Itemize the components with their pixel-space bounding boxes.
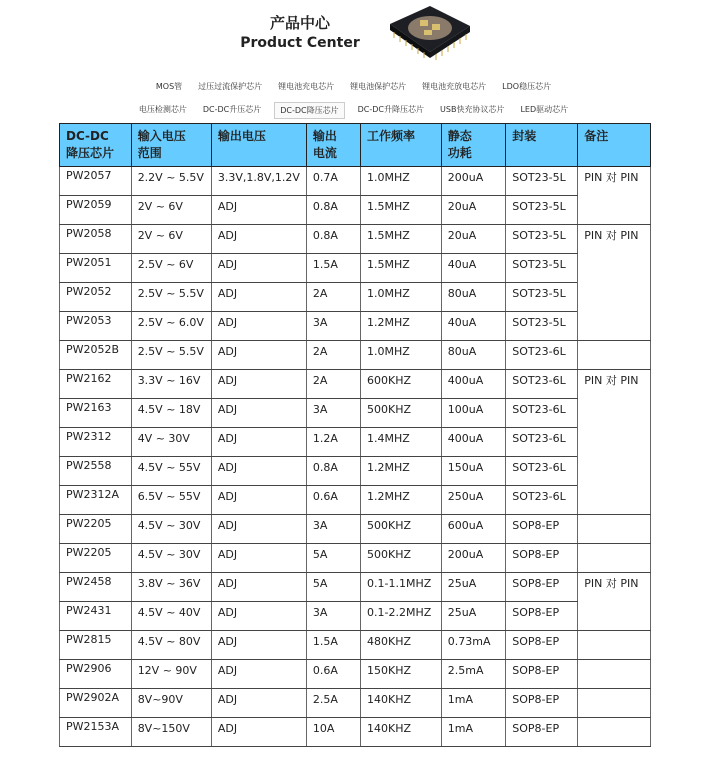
table-row <box>60 312 651 341</box>
table-cell: 8V~150V <box>131 718 211 747</box>
table-cell: ADJ <box>211 631 306 660</box>
table-cell: 0.1-2.2MHZ <box>361 602 442 631</box>
chip-image <box>382 2 474 64</box>
table-row <box>60 689 651 718</box>
table-cell: 1.5A <box>306 631 360 660</box>
table-cell: ADJ <box>211 689 306 718</box>
table-cell: ADJ <box>211 573 306 602</box>
table-cell: 2V ~ 6V <box>131 225 211 254</box>
table-cell: SOP8-EP <box>506 573 578 602</box>
table-cell: 3A <box>306 602 360 631</box>
table-cell: 40uA <box>441 254 506 283</box>
column-header: 输入电压 范围 <box>131 124 211 167</box>
table-header-row <box>60 124 651 167</box>
table-cell: PW2906 <box>60 660 132 689</box>
column-header: 静态 功耗 <box>441 124 506 167</box>
table-cell: SOP8-EP <box>506 631 578 660</box>
table-cell: ADJ <box>211 254 306 283</box>
table-cell: 5A <box>306 573 360 602</box>
table-cell: SOT23-5L <box>506 254 578 283</box>
remark-cell <box>578 631 651 660</box>
table-cell: PW2815 <box>60 631 132 660</box>
table-cell: 40uA <box>441 312 506 341</box>
table-cell: 500KHZ <box>361 399 442 428</box>
table-cell: 140KHZ <box>361 689 442 718</box>
table-row <box>60 341 651 370</box>
table-cell: 25uA <box>441 573 506 602</box>
column-header: 备注 <box>578 124 651 167</box>
table-cell: 25uA <box>441 602 506 631</box>
table-cell: ADJ <box>211 660 306 689</box>
table-cell: ADJ <box>211 486 306 515</box>
table-cell: 6.5V ~ 55V <box>131 486 211 515</box>
table-cell: 3.3V,1.8V,1.2V <box>211 167 306 196</box>
table-cell: 3.3V ~ 16V <box>131 370 211 399</box>
table-cell: 0.1-1.1MHZ <box>361 573 442 602</box>
remark-cell <box>578 341 651 370</box>
table-cell: PW2312A <box>60 486 132 515</box>
table-cell: 10A <box>306 718 360 747</box>
table-cell: SOT23-6L <box>506 341 578 370</box>
table-cell: 1.0MHZ <box>361 167 442 196</box>
table-cell: SOT23-6L <box>506 399 578 428</box>
table-cell: 2V ~ 6V <box>131 196 211 225</box>
table-cell: 1.4MHZ <box>361 428 442 457</box>
remark-cell: PIN 对 PIN <box>578 573 651 631</box>
table-cell: 3A <box>306 399 360 428</box>
table-cell: SOT23-5L <box>506 312 578 341</box>
table-cell: PW2458 <box>60 573 132 602</box>
table-cell: 4.5V ~ 30V <box>131 544 211 573</box>
title-en: Product Center <box>240 35 360 51</box>
table-cell: ADJ <box>211 196 306 225</box>
table-row <box>60 399 651 428</box>
table-cell: 2.5V ~ 6.0V <box>131 312 211 341</box>
table-cell: 2.2V ~ 5.5V <box>131 167 211 196</box>
nav-item[interactable]: 电压检测芯片 <box>138 105 187 114</box>
table-cell: SOT23-5L <box>506 225 578 254</box>
table-row <box>60 573 651 602</box>
nav-item[interactable]: 锂电池充电芯片 <box>278 82 335 91</box>
table-cell: 0.8A <box>306 196 360 225</box>
table-cell: 1mA <box>441 718 506 747</box>
table-row <box>60 486 651 515</box>
table-cell: PW2052B <box>60 341 132 370</box>
table-cell: 3.8V ~ 36V <box>131 573 211 602</box>
table-cell: ADJ <box>211 602 306 631</box>
table-cell: PW2205 <box>60 515 132 544</box>
table-cell: PW2053 <box>60 312 132 341</box>
table-cell: 3A <box>306 312 360 341</box>
table-cell: 80uA <box>441 341 506 370</box>
table-cell: PW2153A <box>60 718 132 747</box>
table-cell: 2.5V ~ 5.5V <box>131 283 211 312</box>
table-row <box>60 196 651 225</box>
table-cell: 1.2MHZ <box>361 457 442 486</box>
table-cell: 200uA <box>441 544 506 573</box>
remark-cell: PIN 对 PIN <box>578 167 651 225</box>
table-row <box>60 225 651 254</box>
table-cell: 2A <box>306 283 360 312</box>
table-row <box>60 515 651 544</box>
table-cell: 1.5A <box>306 254 360 283</box>
table-cell: 4.5V ~ 18V <box>131 399 211 428</box>
table-cell: 80uA <box>441 283 506 312</box>
table-cell: 4.5V ~ 55V <box>131 457 211 486</box>
table-row <box>60 457 651 486</box>
table-cell: SOP8-EP <box>506 660 578 689</box>
nav-item[interactable]: LED驱动芯片 <box>520 105 569 114</box>
table-cell: SOT23-5L <box>506 196 578 225</box>
table-cell: 2.5V ~ 5.5V <box>131 341 211 370</box>
table-cell: PW2205 <box>60 544 132 573</box>
table-cell: SOP8-EP <box>506 689 578 718</box>
table-cell: 2.5V ~ 6V <box>131 254 211 283</box>
nav-item[interactable]: DC-DC升压芯片 <box>202 105 262 114</box>
table-cell: 0.6A <box>306 660 360 689</box>
page-title <box>230 14 370 53</box>
table-cell: 100uA <box>441 399 506 428</box>
table-cell: SOT23-6L <box>506 457 578 486</box>
category-nav-row-1 <box>0 79 707 94</box>
table-cell: SOP8-EP <box>506 544 578 573</box>
table-row <box>60 283 651 312</box>
table-cell: SOT23-6L <box>506 486 578 515</box>
table-cell: PW2162 <box>60 370 132 399</box>
remark-cell <box>578 660 651 689</box>
table-row <box>60 631 651 660</box>
table-cell: 2A <box>306 341 360 370</box>
table-cell: 1.2MHZ <box>361 312 442 341</box>
table-row <box>60 544 651 573</box>
table-cell: PW2312 <box>60 428 132 457</box>
table-cell: ADJ <box>211 428 306 457</box>
table-cell: SOP8-EP <box>506 515 578 544</box>
table-cell: 140KHZ <box>361 718 442 747</box>
remark-cell: PIN 对 PIN <box>578 370 651 515</box>
table-cell: 250uA <box>441 486 506 515</box>
table-cell: 150KHZ <box>361 660 442 689</box>
table-cell: 1.5MHZ <box>361 225 442 254</box>
table-cell: 600KHZ <box>361 370 442 399</box>
table-cell: 0.7A <box>306 167 360 196</box>
table-cell: ADJ <box>211 718 306 747</box>
table-cell: SOT23-5L <box>506 167 578 196</box>
table-cell: 1.5MHZ <box>361 196 442 225</box>
table-cell: PW2163 <box>60 399 132 428</box>
table-cell: 4.5V ~ 80V <box>131 631 211 660</box>
table-cell: 4.5V ~ 40V <box>131 602 211 631</box>
table-cell: 2.5mA <box>441 660 506 689</box>
table-cell: SOT23-5L <box>506 283 578 312</box>
table-cell: 480KHZ <box>361 631 442 660</box>
table-cell: 2.5A <box>306 689 360 718</box>
table-row <box>60 370 651 399</box>
table-cell: 0.6A <box>306 486 360 515</box>
remark-cell <box>578 515 651 544</box>
table-cell: 4.5V ~ 30V <box>131 515 211 544</box>
table-cell: ADJ <box>211 399 306 428</box>
table-cell: PW2431 <box>60 602 132 631</box>
table-cell: SOP8-EP <box>506 718 578 747</box>
column-header: 输出电压 <box>211 124 306 167</box>
remark-cell: PIN 对 PIN <box>578 225 651 341</box>
table-cell: 1.2A <box>306 428 360 457</box>
table-cell: PW2058 <box>60 225 132 254</box>
remark-cell <box>578 544 651 573</box>
table-cell: 1mA <box>441 689 506 718</box>
nav-item[interactable]: 过压过流保护芯片 <box>198 82 263 91</box>
table-cell: 20uA <box>441 196 506 225</box>
table-cell: 1.0MHZ <box>361 283 442 312</box>
table-cell: PW2059 <box>60 196 132 225</box>
table-cell: 1.0MHZ <box>361 341 442 370</box>
table-cell: 12V ~ 90V <box>131 660 211 689</box>
table-cell: 0.8A <box>306 225 360 254</box>
table-cell: 500KHZ <box>361 515 442 544</box>
table-row <box>60 428 651 457</box>
table-cell: 1.5MHZ <box>361 254 442 283</box>
table-row <box>60 602 651 631</box>
table-row <box>60 167 651 196</box>
table-cell: ADJ <box>211 283 306 312</box>
nav-item[interactable]: DC-DC升降压芯片 <box>357 105 425 114</box>
table-cell: SOP8-EP <box>506 602 578 631</box>
table-cell: PW2057 <box>60 167 132 196</box>
table-cell: SOT23-6L <box>506 370 578 399</box>
column-header: 输出 电流 <box>306 124 360 167</box>
table-cell: PW2052 <box>60 283 132 312</box>
table-cell: PW2051 <box>60 254 132 283</box>
table-cell: ADJ <box>211 544 306 573</box>
table-cell: 400uA <box>441 428 506 457</box>
table-cell: 150uA <box>441 457 506 486</box>
table-cell: 1.2MHZ <box>361 486 442 515</box>
remark-cell <box>578 718 651 747</box>
column-header: 封装 <box>506 124 578 167</box>
table-cell: PW2558 <box>60 457 132 486</box>
table-cell: ADJ <box>211 341 306 370</box>
table-cell: 400uA <box>441 370 506 399</box>
column-header: 工作频率 <box>361 124 442 167</box>
table-cell: 600uA <box>441 515 506 544</box>
nav-item[interactable]: 锂电池保护芯片 <box>350 82 407 91</box>
table-cell: PW2902A <box>60 689 132 718</box>
table-cell: 500KHZ <box>361 544 442 573</box>
table-cell: 20uA <box>441 225 506 254</box>
table-cell: ADJ <box>211 457 306 486</box>
table-cell: 0.73mA <box>441 631 506 660</box>
nav-item[interactable]: USB快充协议芯片 <box>440 105 505 114</box>
remark-cell <box>578 689 651 718</box>
table-cell: ADJ <box>211 515 306 544</box>
column-header: DC-DC 降压芯片 <box>60 124 132 167</box>
nav-item[interactable]: 锂电池充放电芯片 <box>422 82 487 91</box>
table-cell: 0.8A <box>306 457 360 486</box>
table-cell: 2A <box>306 370 360 399</box>
table-cell: ADJ <box>211 370 306 399</box>
table-row <box>60 660 651 689</box>
title-cn: 产品中心 <box>269 14 330 32</box>
nav-item[interactable]: LDO稳压芯片 <box>502 82 552 91</box>
nav-item[interactable]: DC-DC降压芯片 <box>274 102 344 119</box>
table-row <box>60 254 651 283</box>
table-cell: 4V ~ 30V <box>131 428 211 457</box>
category-nav-row-2 <box>0 102 707 119</box>
table-cell: ADJ <box>211 312 306 341</box>
table-row <box>60 718 651 747</box>
table-cell: 5A <box>306 544 360 573</box>
table-cell: 3A <box>306 515 360 544</box>
table-cell: SOT23-6L <box>506 428 578 457</box>
table-cell: ADJ <box>211 225 306 254</box>
table-cell: 200uA <box>441 167 506 196</box>
nav-item[interactable]: MOS管 <box>155 82 183 91</box>
table-cell: 8V~90V <box>131 689 211 718</box>
product-table <box>59 123 651 747</box>
